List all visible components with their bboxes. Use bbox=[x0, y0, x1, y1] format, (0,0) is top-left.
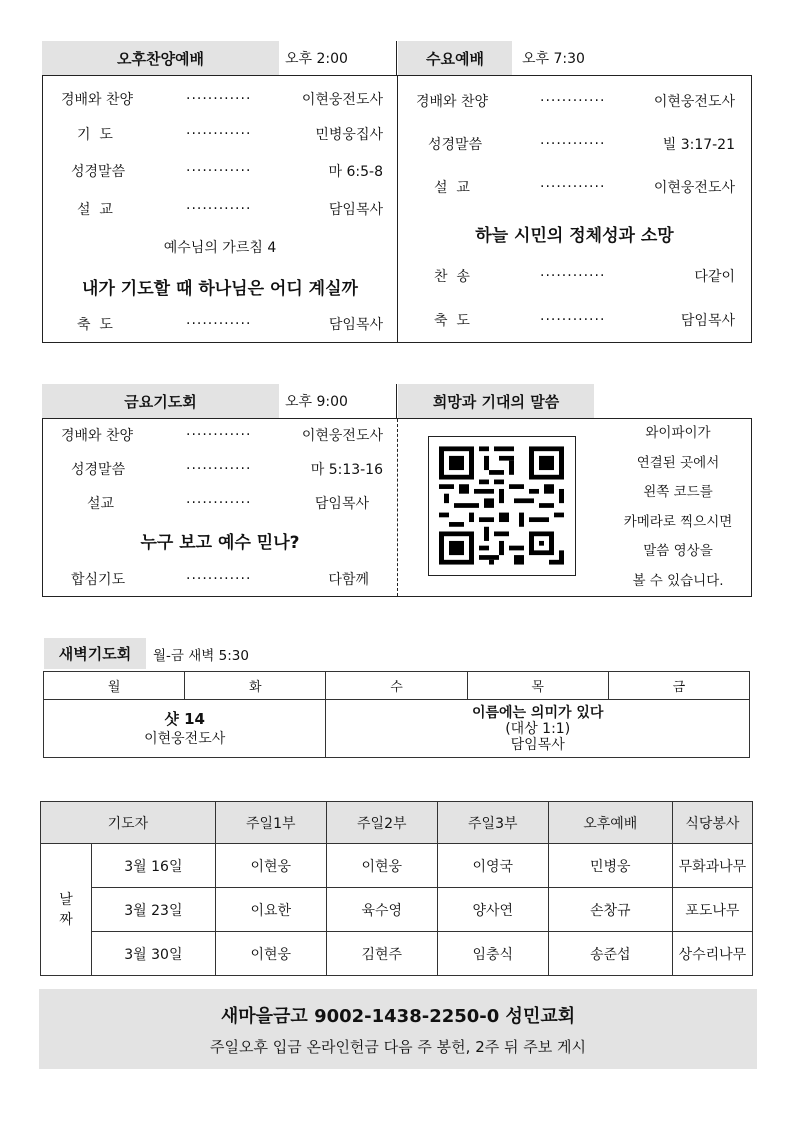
sunday-afternoon-order bbox=[43, 76, 397, 342]
day-header: 목 bbox=[467, 672, 608, 700]
day-header: 월 bbox=[44, 672, 185, 700]
schedule-cell: 김현주 bbox=[326, 932, 437, 976]
order-label: 경배와 찬양 bbox=[416, 94, 489, 110]
offering-note: 주일오후 입금 온라인헌금 다음 주 봉헌, 2주 뒤 주보 게시 bbox=[209, 1038, 586, 1056]
order-label: 경배와 찬양 bbox=[61, 428, 134, 444]
wednesday-title: 수요예배 bbox=[398, 41, 512, 75]
sermon-title: 하늘 시민의 정체성과 소망 bbox=[475, 226, 674, 246]
schedule-header: 오후예배 bbox=[548, 802, 672, 844]
dawn-prayer-time: 월-금 새벽 5:30 bbox=[153, 647, 249, 664]
order-row bbox=[43, 161, 397, 181]
order-dots: ············ bbox=[540, 136, 606, 152]
prayer-schedule-table bbox=[40, 801, 753, 976]
schedule-cell: 육수영 bbox=[326, 888, 437, 932]
date-label-cell bbox=[41, 844, 92, 976]
dawn-right-speaker: 담임목사 bbox=[510, 736, 565, 753]
dawn-right-note: (대상 1:1) bbox=[505, 720, 571, 737]
order-label: 설교 bbox=[87, 496, 115, 512]
order-value: 담임목사 bbox=[680, 313, 735, 329]
sermon-series: 예수님의 가르침 4 bbox=[163, 240, 277, 256]
order-label: 설 교 bbox=[434, 180, 470, 196]
qr-instructions bbox=[603, 419, 753, 596]
order-value: 다같이 bbox=[694, 269, 735, 285]
dawn-left-speaker: 이현웅전도사 bbox=[144, 730, 226, 747]
dashed-divider bbox=[397, 419, 398, 596]
order-value: 마 6:5-8 bbox=[328, 164, 383, 180]
wednesday-time: 오후 7:30 bbox=[522, 51, 585, 67]
section-divider bbox=[396, 384, 397, 418]
order-row bbox=[43, 199, 397, 219]
schedule-cell: 이현웅 bbox=[326, 844, 437, 888]
order-value: 이현웅전도사 bbox=[301, 92, 383, 108]
order-row bbox=[43, 459, 397, 479]
section-divider bbox=[396, 41, 397, 75]
offering-account: 새마을금고 9002-1438-2250-0 성민교회 bbox=[220, 1006, 576, 1027]
order-value: 담임목사 bbox=[314, 496, 369, 512]
dawn-left-title: 샷 14 bbox=[164, 709, 205, 728]
order-dots: ············ bbox=[186, 163, 252, 179]
order-label: 기 도 bbox=[77, 127, 113, 143]
schedule-cell: 포도나무 bbox=[672, 888, 752, 932]
order-dots: ············ bbox=[186, 316, 252, 332]
qr-code-icon bbox=[428, 436, 576, 576]
schedule-cell: 임충식 bbox=[437, 932, 548, 976]
schedule-cell: 민병웅 bbox=[548, 844, 672, 888]
order-value: 민병웅집사 bbox=[315, 127, 383, 143]
dawn-prayer-table bbox=[43, 671, 750, 758]
qr-instruction-line: 말씀 영상을 bbox=[643, 543, 713, 559]
dawn-right-cell bbox=[326, 700, 750, 758]
order-label: 성경말씀 bbox=[71, 462, 126, 478]
day-header: 수 bbox=[326, 672, 467, 700]
schedule-cell: 송준섭 bbox=[548, 932, 672, 976]
schedule-cell: 양사연 bbox=[437, 888, 548, 932]
order-row bbox=[398, 310, 751, 330]
sermon-title: 누구 보고 예수 믿나? bbox=[140, 533, 300, 553]
schedule-cell: 손창규 bbox=[548, 888, 672, 932]
order-row bbox=[398, 134, 751, 154]
sermon-title: 내가 기도할 때 하나님은 어디 계실까 bbox=[82, 279, 358, 299]
qr-instruction-line: 왼쪽 코드를 bbox=[643, 484, 713, 500]
order-label: 경배와 찬양 bbox=[61, 92, 134, 108]
dawn-right-title: 이름에는 의미가 있다 bbox=[471, 704, 604, 721]
order-row bbox=[398, 91, 751, 111]
order-dots: ············ bbox=[186, 495, 252, 511]
order-dots: ············ bbox=[540, 93, 606, 109]
order-dots: ············ bbox=[186, 126, 252, 142]
date-label: 날짜 bbox=[59, 891, 73, 928]
order-dots: ············ bbox=[186, 91, 252, 107]
dawn-prayer-title: 새벽기도회 bbox=[44, 638, 146, 669]
qr-instruction-line: 연결된 곳에서 bbox=[636, 454, 720, 471]
offering-box bbox=[39, 989, 757, 1069]
order-row bbox=[398, 177, 751, 197]
order-dots: ············ bbox=[186, 571, 252, 587]
order-value: 이현웅전도사 bbox=[653, 94, 735, 110]
order-label: 합심기도 bbox=[71, 572, 126, 588]
order-dots: ············ bbox=[540, 268, 606, 284]
order-row bbox=[43, 493, 397, 513]
friday-order bbox=[43, 419, 397, 596]
day-header: 금 bbox=[608, 672, 749, 700]
order-row bbox=[43, 124, 397, 144]
order-row bbox=[43, 89, 397, 109]
schedule-cell: 이요한 bbox=[215, 888, 326, 932]
order-value: 담임목사 bbox=[328, 202, 383, 218]
schedule-header: 식당봉사 bbox=[672, 802, 752, 844]
order-value: 마 5:13-16 bbox=[310, 462, 383, 478]
order-dots: ············ bbox=[186, 201, 252, 217]
schedule-header: 주일2부 bbox=[326, 802, 437, 844]
friday-time: 오후 9:00 bbox=[285, 394, 348, 410]
schedule-cell: 상수리나무 bbox=[672, 932, 752, 976]
order-row bbox=[43, 314, 397, 334]
friday-box bbox=[42, 418, 752, 597]
order-row bbox=[398, 266, 751, 286]
order-label: 성경말씀 bbox=[428, 137, 483, 153]
sunday-afternoon-title: 오후찬양예배 bbox=[42, 41, 279, 75]
date-cell: 3월 30일 bbox=[92, 932, 216, 976]
schedule-header: 기도자 bbox=[41, 802, 216, 844]
order-row bbox=[43, 569, 397, 589]
schedule-cell: 이영국 bbox=[437, 844, 548, 888]
order-dots: ············ bbox=[186, 461, 252, 477]
qr-instruction-line: 카메라로 찍으시면 bbox=[623, 513, 733, 530]
table-row bbox=[41, 932, 753, 976]
order-row bbox=[43, 425, 397, 445]
date-cell: 3월 23일 bbox=[92, 888, 216, 932]
order-value: 다함께 bbox=[328, 572, 369, 588]
order-value: 이현웅전도사 bbox=[301, 428, 383, 444]
worship-box bbox=[42, 75, 752, 343]
order-label: 설 교 bbox=[77, 202, 113, 218]
qr-instruction-line: 와이파이가 bbox=[645, 425, 711, 441]
order-value: 담임목사 bbox=[328, 317, 383, 333]
order-label: 성경말씀 bbox=[71, 164, 126, 180]
order-label: 찬 송 bbox=[434, 269, 470, 285]
schedule-header: 주일1부 bbox=[215, 802, 326, 844]
table-row bbox=[41, 844, 753, 888]
table-row bbox=[41, 888, 753, 932]
order-dots: ············ bbox=[186, 427, 252, 443]
date-cell: 3월 16일 bbox=[92, 844, 216, 888]
order-dots: ············ bbox=[540, 312, 606, 328]
friday-title: 금요기도회 bbox=[42, 384, 279, 418]
wednesday-order bbox=[398, 76, 751, 342]
sunday-afternoon-time: 오후 2:00 bbox=[285, 51, 348, 67]
schedule-cell: 무화과나무 bbox=[672, 844, 752, 888]
order-label: 축 도 bbox=[77, 317, 113, 333]
hope-words-title: 희망과 기대의 말씀 bbox=[398, 384, 594, 418]
dawn-left-cell bbox=[44, 700, 326, 758]
day-header: 화 bbox=[185, 672, 326, 700]
qr-instruction-line: 볼 수 있습니다. bbox=[632, 572, 724, 589]
order-label: 축 도 bbox=[434, 313, 470, 329]
schedule-cell: 이현웅 bbox=[215, 844, 326, 888]
schedule-header: 주일3부 bbox=[437, 802, 548, 844]
schedule-cell: 이현웅 bbox=[215, 932, 326, 976]
order-dots: ············ bbox=[540, 179, 606, 195]
order-value: 빌 3:17-21 bbox=[662, 137, 735, 153]
order-value: 이현웅전도사 bbox=[653, 180, 735, 196]
